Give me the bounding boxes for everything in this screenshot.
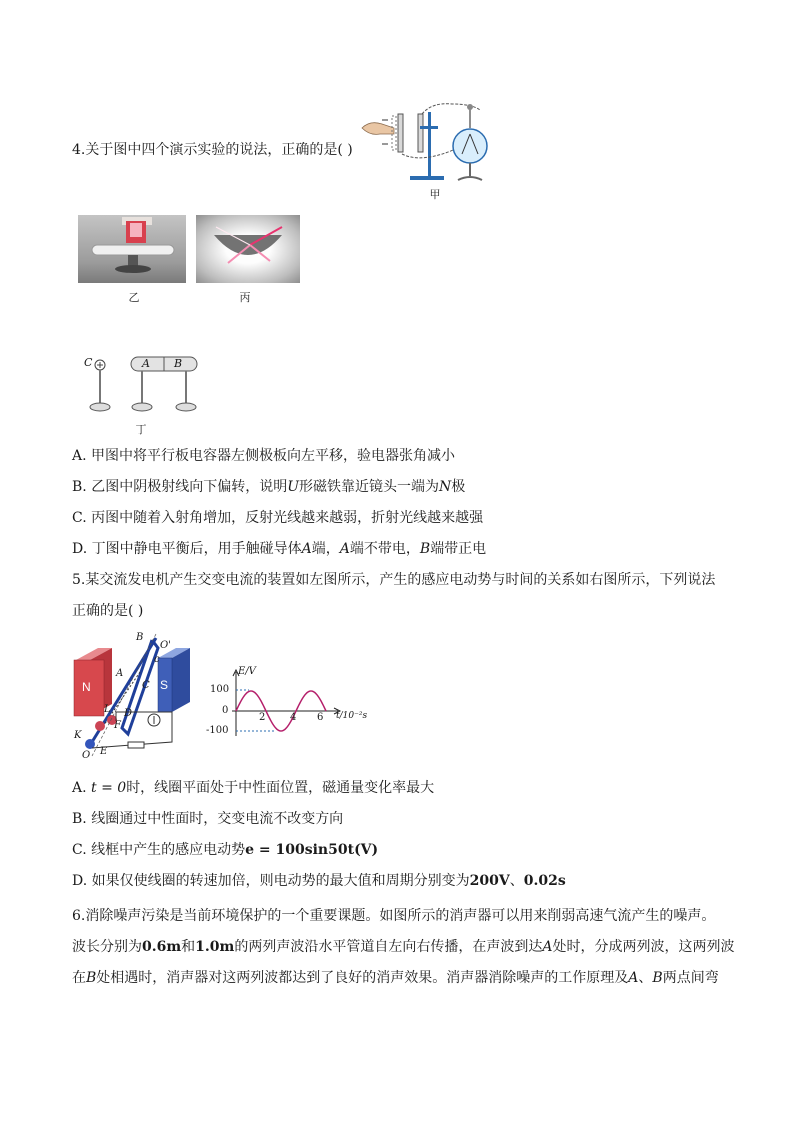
label-o-prime: O' xyxy=(160,640,171,651)
emf-time-graph xyxy=(206,664,366,744)
figure-yi-photo xyxy=(78,215,186,283)
figure-bing-photo xyxy=(196,215,300,283)
label-c: C xyxy=(142,680,150,691)
caption-jia: 甲 xyxy=(429,188,441,201)
xtick-2: 2 xyxy=(259,712,266,723)
label-c: C xyxy=(84,356,93,369)
label-f: F xyxy=(114,720,121,731)
label-n: N xyxy=(82,680,91,694)
label-d: D xyxy=(124,708,133,719)
label-c-small: c xyxy=(154,654,160,665)
q4-stem: 4.关于图中四个演示实验的说法，正确的是( ) xyxy=(72,142,353,158)
capacitor-electroscope-diagram xyxy=(358,98,498,190)
label-e: E xyxy=(100,746,108,757)
q6-line3: 在B处相遇时，消声器对这两列波都达到了良好的消声效果。消声器消除噪声的工作原理及A、B两点间弯 xyxy=(72,970,719,986)
caption-ding: 丁 xyxy=(135,423,147,436)
figure-jia xyxy=(358,98,498,190)
figure-generator xyxy=(72,632,212,762)
figure-emf-graph xyxy=(206,664,366,744)
q5-option-b: B. 线圈通过中性面时，交变电流不改变方向 xyxy=(72,811,344,827)
refraction-image xyxy=(196,215,300,283)
label-b: B xyxy=(136,632,144,643)
q5-stem-line2: 正确的是( ) xyxy=(72,603,144,619)
q6-line1: 6.消除噪声污染是当前环境保护的一个重要课题。如图所示的消声器可以用来削弱高速气流产生的噪声。 xyxy=(72,908,716,924)
q4-option-d: D. 丁图中静电平衡后，用手触碰导体A端，A端不带电，B端带正电 xyxy=(72,541,487,557)
q6-line2: 波长分别为0.6m和1.0m的两列声波沿水平管道自左向右传播，在声波到达A处时，分成两列波，这两列波 xyxy=(72,939,735,955)
q4-option-a: A. 甲图中将平行板电容器左侧极板向左平移，验电器张角减小 xyxy=(72,448,456,464)
generator-diagram xyxy=(72,632,212,762)
caption-yi: 乙 xyxy=(128,291,140,304)
graph-xlabel: t/10⁻²s xyxy=(336,711,368,721)
label-o: O xyxy=(82,750,91,761)
graph-ylabel: E/V xyxy=(238,666,256,677)
label-a: A xyxy=(116,668,124,679)
q4-option-b: B. 乙图中阴极射线向下偏转，说明U形磁铁靠近镜头一端为N极 xyxy=(72,479,466,495)
q4-option-c: C. 丙图中随着入射角增加，反射光线越来越弱，折射光线越来越强 xyxy=(72,510,484,526)
ytick-0: 0 xyxy=(222,705,229,716)
label-s: S xyxy=(160,678,169,692)
q5-option-c: C. 线框中产生的感应电动势e = 100sin50t(V) xyxy=(72,842,379,858)
ytick-100: 100 xyxy=(210,684,230,695)
figure-ding xyxy=(84,352,204,422)
caption-bing: 丙 xyxy=(239,291,251,304)
q5-option-d: D. 如果仅使线圈的转速加倍，则电动势的最大值和周期分别变为200V、0.02s xyxy=(72,873,566,889)
label-k: K xyxy=(74,730,82,741)
label-l: L xyxy=(104,704,111,715)
xtick-4: 4 xyxy=(290,712,297,723)
xtick-6: 6 xyxy=(317,712,324,723)
q5-option-a: A. t = 0时，线圈平面处于中性面位置，磁通量变化率最大 xyxy=(72,780,435,796)
label-a: A xyxy=(142,357,150,370)
q5-stem-line1: 5.某交流发电机产生交变电流的装置如左图所示，产生的感应电动势与时间的关系如右图所示，下列说法 xyxy=(72,572,716,588)
label-b: B xyxy=(174,357,183,370)
cathode-ray-tube-image xyxy=(78,215,186,283)
ytick-neg100: -100 xyxy=(206,725,229,736)
